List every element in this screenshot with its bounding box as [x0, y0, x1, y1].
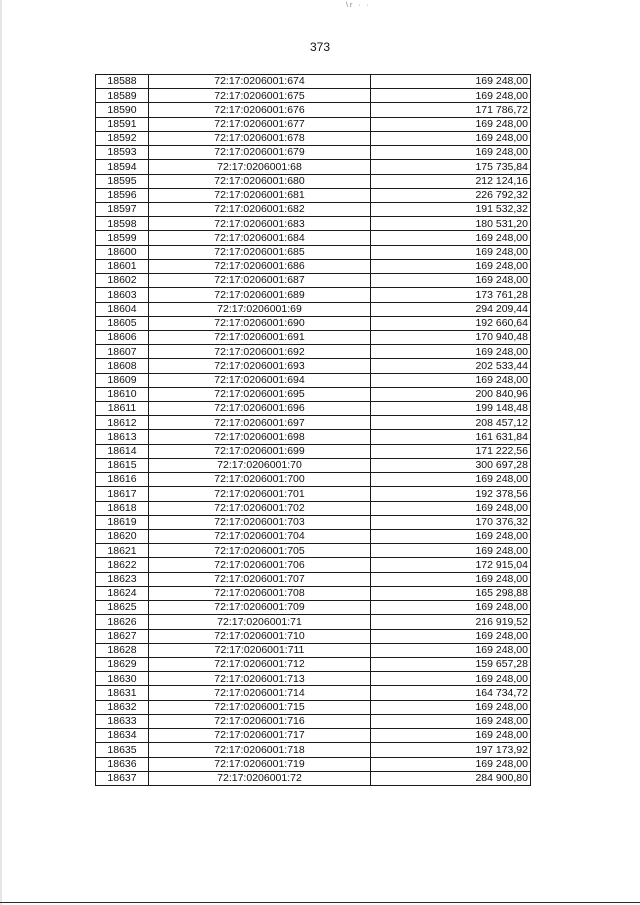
row-number-cell: 18604: [96, 302, 149, 316]
table-row: [96, 160, 531, 174]
cadastral-number-cell: 72:17:0206001:695: [149, 387, 371, 401]
row-number-cell: 18612: [96, 416, 149, 430]
cadastral-value-cell: 294 209,44: [371, 302, 531, 316]
row-number-cell: 18593: [96, 146, 149, 160]
row-number-cell: 18620: [96, 530, 149, 544]
table-row: [96, 729, 531, 743]
cadastral-number-cell: 72:17:0206001:712: [149, 657, 371, 671]
row-number-cell: 18611: [96, 402, 149, 416]
cadastral-value-cell: 169 248,00: [371, 274, 531, 288]
row-number-cell: 18623: [96, 572, 149, 586]
row-number-cell: 18602: [96, 274, 149, 288]
table-row: [96, 359, 531, 373]
cadastral-number-cell: 72:17:0206001:676: [149, 103, 371, 117]
cadastral-value-cell: 300 697,28: [371, 458, 531, 472]
cadastral-value-cell: 169 248,00: [371, 473, 531, 487]
row-number-cell: 18588: [96, 75, 149, 89]
cadastral-value-cell: 192 660,64: [371, 316, 531, 330]
cadastral-number-cell: 72:17:0206001:700: [149, 473, 371, 487]
table-row: [96, 672, 531, 686]
row-number-cell: 18635: [96, 743, 149, 757]
row-number-cell: 18606: [96, 330, 149, 344]
cadastral-number-cell: 72:17:0206001:713: [149, 672, 371, 686]
cadastral-value-cell: 169 248,00: [371, 117, 531, 131]
row-number-cell: 18598: [96, 217, 149, 231]
table-row: [96, 330, 531, 344]
cadastral-value-cell: 169 248,00: [371, 757, 531, 771]
cadastral-value-cell: 197 173,92: [371, 743, 531, 757]
cadastral-value-cell: 212 124,16: [371, 174, 531, 188]
table-row: [96, 416, 531, 430]
cadastral-number-cell: 72:17:0206001:703: [149, 515, 371, 529]
table-row: [96, 657, 531, 671]
table-row: [96, 131, 531, 145]
row-number-cell: 18627: [96, 629, 149, 643]
cadastral-number-cell: 72:17:0206001:705: [149, 544, 371, 558]
cadastral-value-cell: 169 248,00: [371, 231, 531, 245]
cadastral-number-cell: 72:17:0206001:709: [149, 601, 371, 615]
row-number-cell: 18633: [96, 714, 149, 728]
cadastral-number-cell: 72:17:0206001:684: [149, 231, 371, 245]
table-row: [96, 373, 531, 387]
cadastral-value-cell: 169 248,00: [371, 629, 531, 643]
row-number-cell: 18630: [96, 672, 149, 686]
cadastral-number-cell: 72:17:0206001:718: [149, 743, 371, 757]
cadastral-number-cell: 72:17:0206001:69: [149, 302, 371, 316]
table-row: [96, 771, 531, 785]
row-number-cell: 18599: [96, 231, 149, 245]
row-number-cell: 18592: [96, 131, 149, 145]
cadastral-number-cell: 72:17:0206001:711: [149, 643, 371, 657]
row-number-cell: 18613: [96, 430, 149, 444]
cadastral-value-cell: 169 248,00: [371, 131, 531, 145]
table-row: [96, 217, 531, 231]
table-row: [96, 586, 531, 600]
cadastral-number-cell: 72:17:0206001:674: [149, 75, 371, 89]
cadastral-number-cell: 72:17:0206001:71: [149, 615, 371, 629]
cadastral-value-cell: 169 248,00: [371, 544, 531, 558]
cadastral-number-cell: 72:17:0206001:681: [149, 188, 371, 202]
row-number-cell: 18591: [96, 117, 149, 131]
scan-bottom-edge: [0, 902, 640, 903]
row-number-cell: 18621: [96, 544, 149, 558]
cadastral-number-cell: 72:17:0206001:708: [149, 586, 371, 600]
table-row: [96, 643, 531, 657]
row-number-cell: 18607: [96, 345, 149, 359]
cadastral-number-cell: 72:17:0206001:683: [149, 217, 371, 231]
table-row: [96, 146, 531, 160]
row-number-cell: 18636: [96, 757, 149, 771]
table-row: [96, 402, 531, 416]
table-row: [96, 601, 531, 615]
table-row: [96, 757, 531, 771]
row-number-cell: 18609: [96, 373, 149, 387]
cadastral-number-cell: 72:17:0206001:690: [149, 316, 371, 330]
table-row: [96, 501, 531, 515]
cadastral-value-cell: 208 457,12: [371, 416, 531, 430]
page-number: 373: [309, 40, 331, 54]
cadastral-number-cell: 72:17:0206001:714: [149, 686, 371, 700]
table-row: [96, 231, 531, 245]
table-row: [96, 743, 531, 757]
row-number-cell: 18619: [96, 515, 149, 529]
cadastral-number-cell: 72:17:0206001:710: [149, 629, 371, 643]
table-row: [96, 245, 531, 259]
cadastral-number-cell: 72:17:0206001:70: [149, 458, 371, 472]
row-number-cell: 18590: [96, 103, 149, 117]
cadastral-number-cell: 72:17:0206001:698: [149, 430, 371, 444]
cadastral-number-cell: 72:17:0206001:707: [149, 572, 371, 586]
row-number-cell: 18608: [96, 359, 149, 373]
cadastral-number-cell: 72:17:0206001:716: [149, 714, 371, 728]
cadastral-number-cell: 72:17:0206001:68: [149, 160, 371, 174]
row-number-cell: 18617: [96, 487, 149, 501]
scan-left-edge: [0, 0, 2, 905]
cadastral-value-cell: 169 248,00: [371, 729, 531, 743]
cadastral-value-cell: 169 248,00: [371, 572, 531, 586]
table-row: [96, 544, 531, 558]
cadastral-value-cell: 192 378,56: [371, 487, 531, 501]
cadastral-value-cell: 169 248,00: [371, 345, 531, 359]
cadastral-number-cell: 72:17:0206001:697: [149, 416, 371, 430]
table-row: [96, 103, 531, 117]
row-number-cell: 18610: [96, 387, 149, 401]
table-row: [96, 615, 531, 629]
table-row: [96, 714, 531, 728]
cadastral-number-cell: 72:17:0206001:701: [149, 487, 371, 501]
cadastral-number-cell: 72:17:0206001:689: [149, 288, 371, 302]
row-number-cell: 18614: [96, 444, 149, 458]
cadastral-value-cell: 191 532,32: [371, 202, 531, 216]
table-row: [96, 274, 531, 288]
cadastral-number-cell: 72:17:0206001:687: [149, 274, 371, 288]
row-number-cell: 18616: [96, 473, 149, 487]
cadastral-number-cell: 72:17:0206001:682: [149, 202, 371, 216]
table-row: [96, 487, 531, 501]
cadastral-value-cell: 173 761,28: [371, 288, 531, 302]
table-row: [96, 316, 531, 330]
cadastral-number-cell: 72:17:0206001:677: [149, 117, 371, 131]
cadastral-value-cell: 161 631,84: [371, 430, 531, 444]
cadastral-value-cell: 170 940,48: [371, 330, 531, 344]
cadastral-number-cell: 72:17:0206001:694: [149, 373, 371, 387]
cadastral-value-cell: 159 657,28: [371, 657, 531, 671]
row-number-cell: 18615: [96, 458, 149, 472]
cadastral-number-cell: 72:17:0206001:685: [149, 245, 371, 259]
cadastral-value-cell: 200 840,96: [371, 387, 531, 401]
row-number-cell: 18597: [96, 202, 149, 216]
row-number-cell: 18596: [96, 188, 149, 202]
table-row: [96, 530, 531, 544]
cadastral-number-cell: 72:17:0206001:715: [149, 700, 371, 714]
cadastral-value-cell: 169 248,00: [371, 501, 531, 515]
row-number-cell: 18603: [96, 288, 149, 302]
row-number-cell: 18605: [96, 316, 149, 330]
row-number-cell: 18628: [96, 643, 149, 657]
row-number-cell: 18600: [96, 245, 149, 259]
cadastral-value-cell: 172 915,04: [371, 558, 531, 572]
cadastral-value-cell: 170 376,32: [371, 515, 531, 529]
table-row: [96, 515, 531, 529]
table-row: [96, 302, 531, 316]
cadastral-number-cell: 72:17:0206001:699: [149, 444, 371, 458]
row-number-cell: 18634: [96, 729, 149, 743]
cadastral-number-cell: 72:17:0206001:691: [149, 330, 371, 344]
cadastral-value-cell: 216 919,52: [371, 615, 531, 629]
cadastral-value-cell: 169 248,00: [371, 601, 531, 615]
table-row: [96, 259, 531, 273]
table-row: [96, 686, 531, 700]
cadastral-value-cell: 169 248,00: [371, 643, 531, 657]
cadastral-number-cell: 72:17:0206001:692: [149, 345, 371, 359]
cadastral-value-cell: 199 148,48: [371, 402, 531, 416]
cadastral-value-cell: 169 248,00: [371, 530, 531, 544]
table-row: [96, 572, 531, 586]
cadastral-value-cell: 169 248,00: [371, 146, 531, 160]
cadastral-value-cell: 169 248,00: [371, 89, 531, 103]
cadastral-number-cell: 72:17:0206001:675: [149, 89, 371, 103]
row-number-cell: 18622: [96, 558, 149, 572]
row-number-cell: 18589: [96, 89, 149, 103]
cadastral-value-cell: 171 786,72: [371, 103, 531, 117]
cadastral-number-cell: 72:17:0206001:706: [149, 558, 371, 572]
row-number-cell: 18631: [96, 686, 149, 700]
table-row: [96, 473, 531, 487]
cadastral-value-cell: 169 248,00: [371, 672, 531, 686]
row-number-cell: 18626: [96, 615, 149, 629]
table-row: [96, 558, 531, 572]
cadastral-value-table: [95, 74, 531, 786]
cadastral-number-cell: 72:17:0206001:72: [149, 771, 371, 785]
row-number-cell: 18594: [96, 160, 149, 174]
cadastral-value-cell: 284 900,80: [371, 771, 531, 785]
table-row: [96, 700, 531, 714]
cadastral-value-cell: 165 298,88: [371, 586, 531, 600]
table-row: [96, 387, 531, 401]
cadastral-value-cell: 169 248,00: [371, 259, 531, 273]
row-number-cell: 18629: [96, 657, 149, 671]
row-number-cell: 18624: [96, 586, 149, 600]
row-number-cell: 18637: [96, 771, 149, 785]
table-row: [96, 345, 531, 359]
table-row: [96, 75, 531, 89]
cadastral-number-cell: 72:17:0206001:696: [149, 402, 371, 416]
table-row: [96, 117, 531, 131]
cadastral-number-cell: 72:17:0206001:686: [149, 259, 371, 273]
cadastral-value-cell: 180 531,20: [371, 217, 531, 231]
cadastral-value-cell: 169 248,00: [371, 714, 531, 728]
row-number-cell: 18601: [96, 259, 149, 273]
cadastral-number-cell: 72:17:0206001:680: [149, 174, 371, 188]
cadastral-value-cell: 171 222,56: [371, 444, 531, 458]
cadastral-number-cell: 72:17:0206001:717: [149, 729, 371, 743]
table-row: [96, 174, 531, 188]
table-row: [96, 202, 531, 216]
table-row: [96, 288, 531, 302]
scan-mark: \r · ·: [346, 2, 371, 9]
cadastral-number-cell: 72:17:0206001:702: [149, 501, 371, 515]
cadastral-number-cell: 72:17:0206001:693: [149, 359, 371, 373]
cadastral-value-cell: 226 792,32: [371, 188, 531, 202]
row-number-cell: 18625: [96, 601, 149, 615]
row-number-cell: 18595: [96, 174, 149, 188]
table-row: [96, 188, 531, 202]
table-row: [96, 629, 531, 643]
row-number-cell: 18632: [96, 700, 149, 714]
cadastral-value-cell: 169 248,00: [371, 245, 531, 259]
cadastral-number-cell: 72:17:0206001:719: [149, 757, 371, 771]
table-row: [96, 444, 531, 458]
table-row: [96, 89, 531, 103]
cadastral-value-cell: 175 735,84: [371, 160, 531, 174]
cadastral-number-cell: 72:17:0206001:678: [149, 131, 371, 145]
cadastral-number-cell: 72:17:0206001:679: [149, 146, 371, 160]
cadastral-value-cell: 202 533,44: [371, 359, 531, 373]
row-number-cell: 18618: [96, 501, 149, 515]
cadastral-value-cell: 169 248,00: [371, 700, 531, 714]
table-body: [96, 75, 531, 786]
cadastral-number-cell: 72:17:0206001:704: [149, 530, 371, 544]
cadastral-value-cell: 169 248,00: [371, 75, 531, 89]
cadastral-value-cell: 164 734,72: [371, 686, 531, 700]
table-row: [96, 430, 531, 444]
cadastral-value-cell: 169 248,00: [371, 373, 531, 387]
table-row: [96, 458, 531, 472]
